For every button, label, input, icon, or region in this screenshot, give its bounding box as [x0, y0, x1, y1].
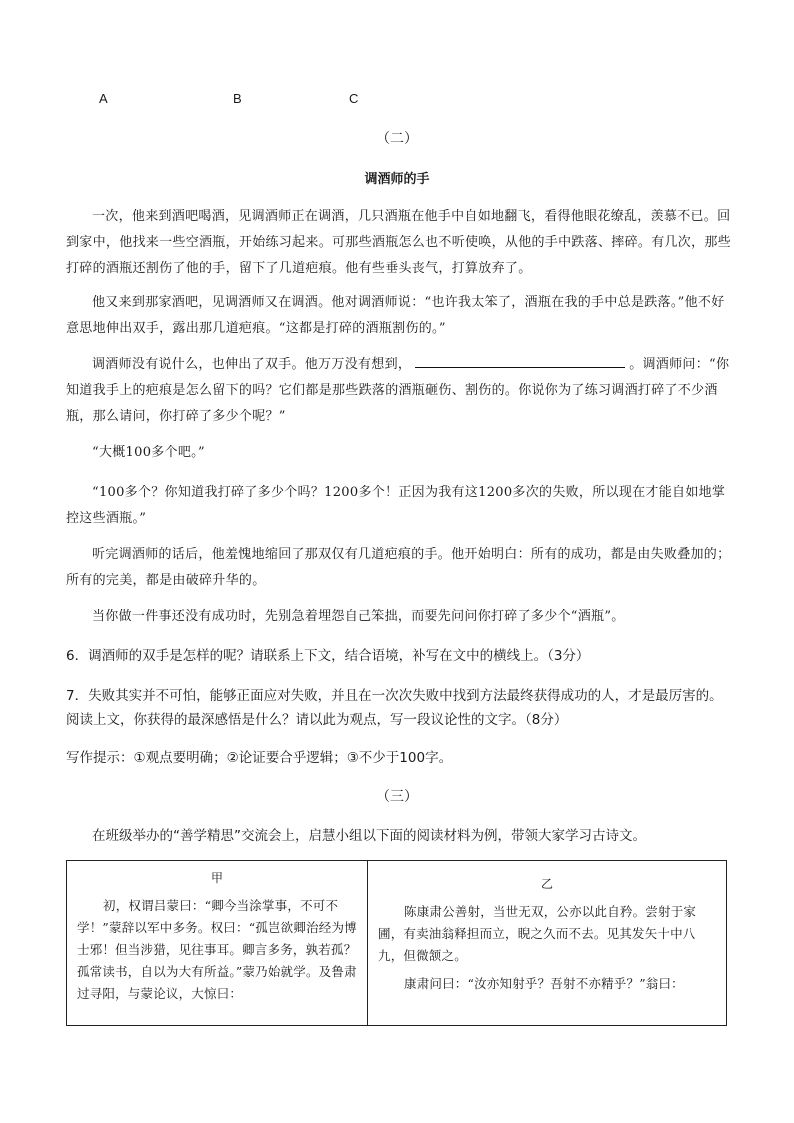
- option-a: A: [99, 91, 108, 106]
- question-6: 6．调酒师的双手是怎样的呢？请联系上下文，结合语境，补写在文中的横线上。（3分）: [66, 648, 590, 664]
- question-7-line-2: 阅读上文，你获得的最深感悟是什么？请以此为观点，写一段议论性的文字。（8分）: [66, 712, 568, 728]
- table-column-jia: [67, 861, 368, 1025]
- story-paragraph-6: 听完调酒师的话后，他羞愧地缩回了那双仅有几道疤痕的手。他开始明白：所有的成功，都是由失败叠加的；所有的完美，都是由破碎升华的。: [66, 547, 731, 588]
- question-7-line-1: 7．失败其实并不可怕，能够正面应对失败，并且在一次次失败中找到方法最终获得成功的人，才是最厉害的。: [66, 688, 723, 704]
- fill-in-blank-line[interactable]: [415, 353, 625, 368]
- paragraph-3-after: 。调酒师问：“你知道我手上的疤痕是怎么留下的吗？它们都是那些跌落的酒瓶砸伤、割伤的。你说你为了练习调酒打碎了不少酒瓶，那么请问，你打碎了多少个呢？”: [66, 357, 730, 424]
- section-two-heading: （二）: [376, 131, 418, 147]
- option-b: B: [233, 91, 242, 106]
- story-paragraph-4: “大概100多个吧。”: [92, 445, 205, 460]
- column-header-yi: 乙: [540, 877, 553, 891]
- passage-jia: 初，权谓吕蒙曰：“卿今当涂掌事，不可不学！”蒙辞以军中多务。权曰：“孤岂欲卿治经为博士邪！但当涉猎，见往事耳。卿言多务，孰若孤？孤常读书，自以为大有所益。”蒙乃始就学。及鲁肃过寻阳，与蒙论议，大惊曰：: [77, 898, 357, 1001]
- passage-yi-paragraph-1: 陈康肃公善射，当世无双，公亦以此自矜。尝射于家圃，有卖油翁释担而立，睨之久而不去。见其发矢十中八九，但微颔之。: [378, 904, 697, 963]
- column-header-jia: 甲: [210, 871, 223, 885]
- table-column-yi: [368, 861, 726, 1025]
- reading-material-table: [66, 860, 727, 1026]
- passage-yi: [368, 895, 726, 995]
- story-paragraph-1: 一次，他来到酒吧喝酒，见调酒师正在调酒，几只酒瓶在他手中自如地翻飞，看得他眼花缭乱，羡慕不已。回到家中，他找来一些空酒瓶，开始练习起来。可那些酒瓶怎么也不听使唤，从他的手中跌落、摔碎。有几次，那些打碎的酒瓶还割伤了他的手，留下了几道疤痕。他有些垂头丧气，打算放弃了。: [66, 209, 732, 276]
- story-paragraph-7: 当你做一件事还没有成功时，先别急着埋怨自己笨拙，而要先问问你打碎了多少个“酒瓶”。: [92, 609, 625, 624]
- story-paragraph-5: “100多个？你知道我打碎了多少个吗？1200多个！正因为我有这1200多次的失败，所以现在才能自如地掌控这些酒瓶。”: [66, 485, 726, 526]
- section-three-intro: 在班级举办的“善学精思”交流会上，启慧小组以下面的阅读材料为例，带领大家学习古诗文。: [92, 828, 646, 844]
- story-paragraph-2: 他又来到那家酒吧，见调酒师又在调酒。他对调酒师说：“也许我太笨了，酒瓶在我的手中总是跌落。”他不好意思地伸出双手，露出那几道疤痕。“这都是打碎的酒瓶割伤的。”: [66, 295, 725, 336]
- story-paragraph-3: [66, 352, 736, 430]
- option-c: C: [349, 91, 359, 106]
- paragraph-3-before: 调酒师没有说什么，也伸出了双手。他万万没有想到，: [92, 357, 412, 372]
- section-three-heading: （三）: [376, 789, 418, 805]
- writing-hint: 写作提示：①观点要明确；②论证要合乎逻辑；③不少于100字。: [66, 750, 453, 766]
- passage-yi-paragraph-2: 康肃问曰：“汝亦知射乎？吾射不亦精乎？”翁曰：: [404, 976, 684, 991]
- story-title: 调酒师的手: [364, 172, 430, 187]
